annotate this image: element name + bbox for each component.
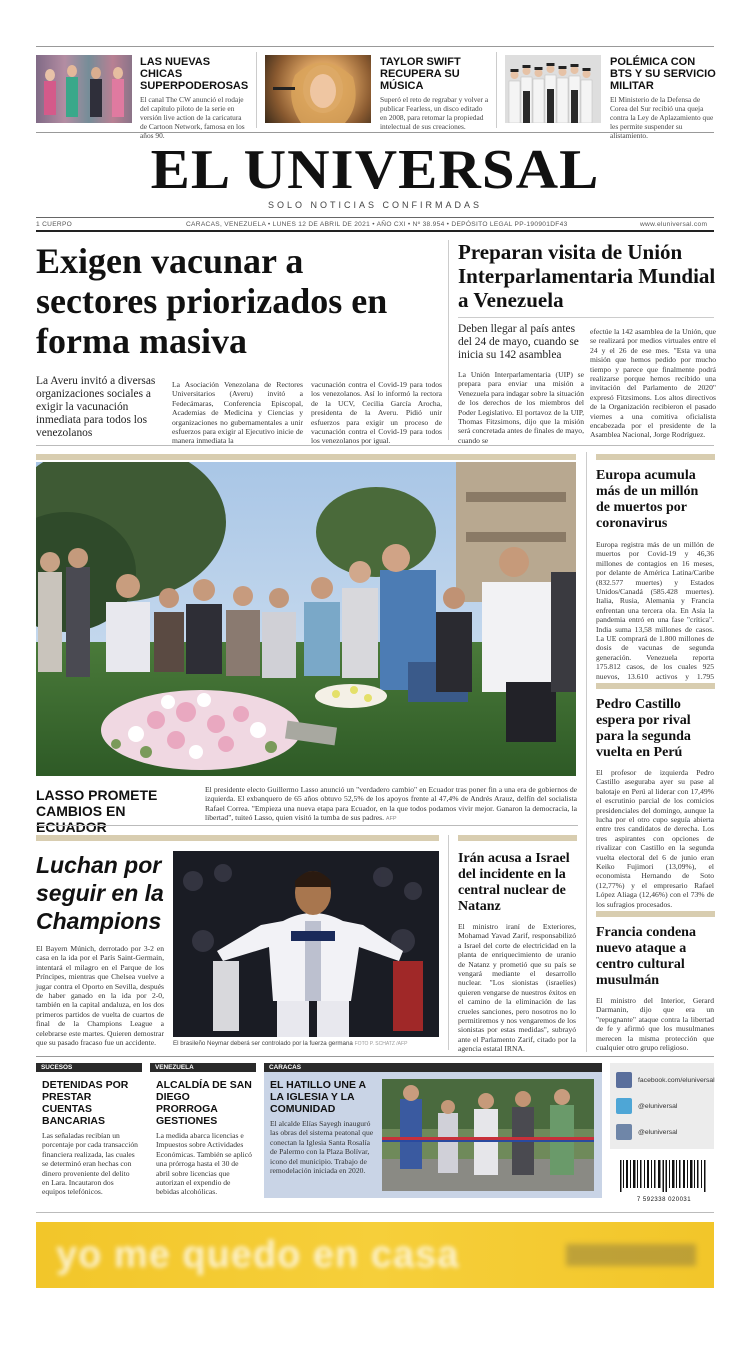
social-handle: @eluniversal [638,1128,678,1136]
francia-body: El ministro del Interior, Gerard Darmanin, dijo que era un "repugnante" ataque contra la libertad de fe y afirmó que los musulmanes merecen la misma protección que cualquier otro grupo religioso. [596,996,714,1053]
caracas-label: CARACAS [264,1063,602,1072]
teaser-photo-bts[interactable] [505,55,601,123]
facebook-icon [616,1072,632,1088]
caracas-story[interactable] [270,1079,374,1175]
caracas-headline: EL HATILLO UNE A LA IGLESIA Y LA COMUNIDAD [270,1079,366,1115]
teaser-photo-taylor-swift[interactable] [265,55,371,123]
ad-text: yo me quedo en casa [56,1234,460,1276]
sucesos-label: SUCESOS [36,1063,142,1072]
barcode-bars [614,1158,714,1192]
neymar-caption [173,1040,439,1047]
venezuela-story[interactable] [156,1079,252,1197]
teaser-title: LAS NUEVAS CHICAS SUPERPODEROSAS [140,56,249,92]
masthead-title[interactable]: EL UNIVERSAL [150,139,600,201]
iran-body: El ministro iraní de Exteriores, Mohamad Yavad Zarif, responsabilizó a Israel del corte de electricidad en la planta de enriquecimiento de uranio de Natanz y prometió que su país se vengará mediante el desarrollo nuclear. "Los sionistas (israelíes) quieren vengarse de nuestros éxitos en el camino de la eliminación de las crueles sanciones, pero nosotros no lo permitiremos y nos vengaremos de los sionistas por estas medidas", subrayó ante el Parlamento Zarif, citado por la agencia estatal IRNA. [458,922,576,1054]
teaser-title: TAYLOR SWIFT RECUPERA SU MÚSICA [380,56,461,92]
venezuela-headline: ALCALDÍA DE SAN DIEGO PRORROGA GESTIONES [156,1079,252,1127]
lead-body-col1: La Asociación Venezolana de Rectores Universitarios (Averu) invitó a Fedecámaras, Conferencia Episcopal, Academias de Medicina y Ciencias y organizaciones no gubernamentales a unir esfuerzos para exigir al Ejecutivo inicie de manera inmediata la [172,380,303,446]
lead-headline[interactable]: Exigen vacunar a sectores priorizados en forma masiva [36,241,388,361]
lasso-body [205,785,577,825]
teaser-title: POLÉMICA CON BTS Y SU SERVICIO MILITAR [610,56,716,92]
ad-banner[interactable] [36,1222,714,1288]
social-handle: facebook.com/eluniversal [638,1076,715,1084]
teaser-body: El canal The CW anunció el rodaje del capítulo piloto de la serie en versión live action de la caricatura de Cartoon Network, famosa en los años 90. [140,95,245,140]
teaser-taylor-swift[interactable] [380,56,490,131]
venezuela-label: VENEZUELA [150,1063,256,1072]
lead-body-col2: vacunación contra el Covid-19 para todos los venezolanos. Así lo informó la rectora de la UCV, Cecilia García Arocha, presidenta de la Averu. Pidió unir esfuerzos para exigir un proceso de vacunación contra el Covid-19 para todos los venezolanos por igual. [311,380,442,446]
twitter-icon [616,1098,632,1114]
castillo-headline[interactable]: Pedro Castillo espera por rival para la segunda vuelta en Perú [596,697,691,760]
lasso-body-text: El presidente electo Guillermo Lasso anunció un "verdadero cambio" en Ecuador tras poner fin a una era de gobiernos de izquierda. El exbanquero de 65 años obtuvo 52,5% de los apoyos frente al 47,4% de Andrés Arauz, delfín del socialista Rafael Correa. "Empieza una nueva etapa para Ecuador, en la que todos podamos vivir mejor. Ganaron la democracia, la libertad", tuiteó Lasso, quien visitó la tumba de sus padres. [205,785,577,823]
sucesos-headline: DETENIDAS POR PRESTAR CUENTAS BANCARIAS [42,1079,129,1127]
teaser-body: El Ministerio de la Defensa de Corea del Sur recibió una queja contra la Ley de Aplazamiento que les permite suspender su alistamiento. [610,95,714,140]
neymar-caption-text: El brasileño Neymar deberá ser controlado por la fuerza germana [173,1040,353,1047]
europa-headline[interactable]: Europa acumula más de un millón de muertos por coronavirus [596,468,699,531]
francia-headline[interactable]: Francia condena nuevo ataque a centro cultural musulmán [596,925,696,988]
sucesos-body: Las señaladas recibían un porcentaje por cada transacción financiera realizada, las cuales se determinó eran hechas con dinero proveniente del delito en Lara. Incautaron dos equipos telefónicos. [42,1131,138,1197]
uip-body-col1: La Unión Interparlamentaria (UIP) se prepara para enviar una misión a Venezuela para indagar sobre la situación de los derechos de los miembros del Poder Legislativo. El portavoz de la UIP, Thomas Fitzsimons, dijo que la misión será concretada antes de finales de mayo, cuando se [458,370,584,445]
lead-deck: La Averu invitó a diversas organizaciones sociales a exigir la vacunación inmediata para todos los venezolanos [36,375,156,439]
champions-body: El Bayern Múnich, derrotado por 3-2 en casa en la ida por el París Saint-Germain, intentará el milagro en el Parque de los Príncipes, mientras que Chelsea vuelve a jugar contra el Oporto en Sevilla, después de haber ganado en la ida por 2-0, también en la capital andaluza, en los dos primeros partidos de vuelta de cuartos de final de la Champions League a celebrarse este martes. Quieren demostrar que su pasado fracaso fue un accidente. [36,944,164,1048]
sucesos-story[interactable] [42,1079,138,1197]
uip-headline[interactable]: Preparan visita de Unión Interparlamentaria Mundial a Venezuela [458,240,716,312]
neymar-credit: FOTO P. SCHATZ /AFP [354,1041,408,1047]
lasso-photo[interactable] [36,462,576,776]
barcode-number: 7 592338 020031 [636,1197,692,1203]
teaser-superpoderosas[interactable] [140,56,248,140]
champions-headline[interactable]: Luchan por seguir en la Champions [36,852,164,934]
venezuela-body: La medida abarca licencias e Impuestos sobre Actividades Económicas. También se aplicó una prórroga hasta el 30 de abril sobre licencias que autorizan el expendio de bebidas alcohólicas. [156,1131,252,1197]
social-twitter[interactable] [616,1098,677,1114]
uip-body-col2: efectúe la 142 asamblea de la Unión, que se realizará por medios virtuales entre el 24 y el 26 de ese mes. "Esta va una misión que hemos pedido por mucho tiempo y parece que finalmente podrá realizarse porque hemos recibido una invitación del Parlamento de 2020" expresó Fitzsimons. Los altos directivos de la Organización recibieron el pasado viernes a una comitiva oficialista encabezada por el presidente de la Asamblea Nacional, Jorge Rodríguez. [590,327,716,440]
barcode [614,1158,714,1203]
social-instagram[interactable] [616,1124,677,1140]
social-facebook[interactable] [616,1072,715,1088]
dateline: CARACAS, VENEZUELA • LUNES 12 DE ABRIL DE 2021 • AÑO CXI • Nº 38.954 • DEPÓSITO LEGAL PP-190901DF43 [186,221,568,228]
section-label: 1 CUERPO [36,221,73,228]
lasso-headline[interactable]: LASSO PROMETE CAMBIOS EN ECUADOR [36,787,158,835]
teaser-bts[interactable] [610,56,716,140]
ad-logo [566,1244,696,1266]
instagram-icon [616,1124,632,1140]
uip-deck: Deben llegar al país antes del 24 de mayo, cuando se inicia su 142 asamblea [458,323,579,361]
teaser-photo-superpoderosas[interactable] [36,55,132,123]
lasso-credit: AFP [385,816,397,823]
iran-headline[interactable]: Irán acusa a Israel del incidente en la central nuclear de Natanz [458,851,570,914]
europa-body: Europa registra más de un millón de muertos por Covid-19 y 46,36 millones de contagios en 16 meses, por delante de América Latina/Caribe (832.577 muertes) y Estados Unidos/Canadá (585.428 muertes). Italia, Rusia, Alemania y Francia enfrentan una tercera ola. En Asia la pandemia entró en una fase "crítica". India suma 13,58 millones de casos. La UE comprará de 1.800 millones de dosis de vacunas de segunda generación. Venezuela reporta 175.812 casos, de los cuales 925 nuevos, 13.610 activos y 1.795 [596,540,714,681]
masthead-slogan: SOLO NOTICIAS CONFIRMADAS [267,200,483,210]
castillo-body: El profesor de izquierda Pedro Castillo aseguraba ayer su pase al balotaje en Perú al liderar con 17,49% el escrutinio parcial de los comicios presidenciales del domingo, aunque la lucha por el otro cupo seguía abierta entre tres candidatos de derecha. Los tres aspirantes con opciones de rivalizar con Castillo en la segunda vuelta electoral del 6 de junio eran Keiko Fujimori (13,09%), el economista Hernando de Soto (12,77%) y el empresario Rafael López Aliaga (12,46%) con el 73% de los sufragios procesados. [596,768,714,909]
hatillo-photo[interactable] [382,1079,594,1191]
website-link[interactable]: www.eluniversal.com [640,221,708,228]
neymar-photo[interactable] [173,851,439,1037]
social-handle: @eluniversal [638,1102,678,1110]
caracas-body: El alcalde Elías Sayegh inauguró las obras del sistema peatonal que conectan la Iglesia Santa Rosalía de Palermo con la Plaza Bolívar, icono del municipio. Trabajo de remodelación iniciada en 2020. [270,1119,374,1176]
teaser-body: Superó el reto de regrabar y volver a publicar Fearless, un disco editado en 2008, para retomar la propiedad intelectual de sus creaciones. [380,95,489,131]
